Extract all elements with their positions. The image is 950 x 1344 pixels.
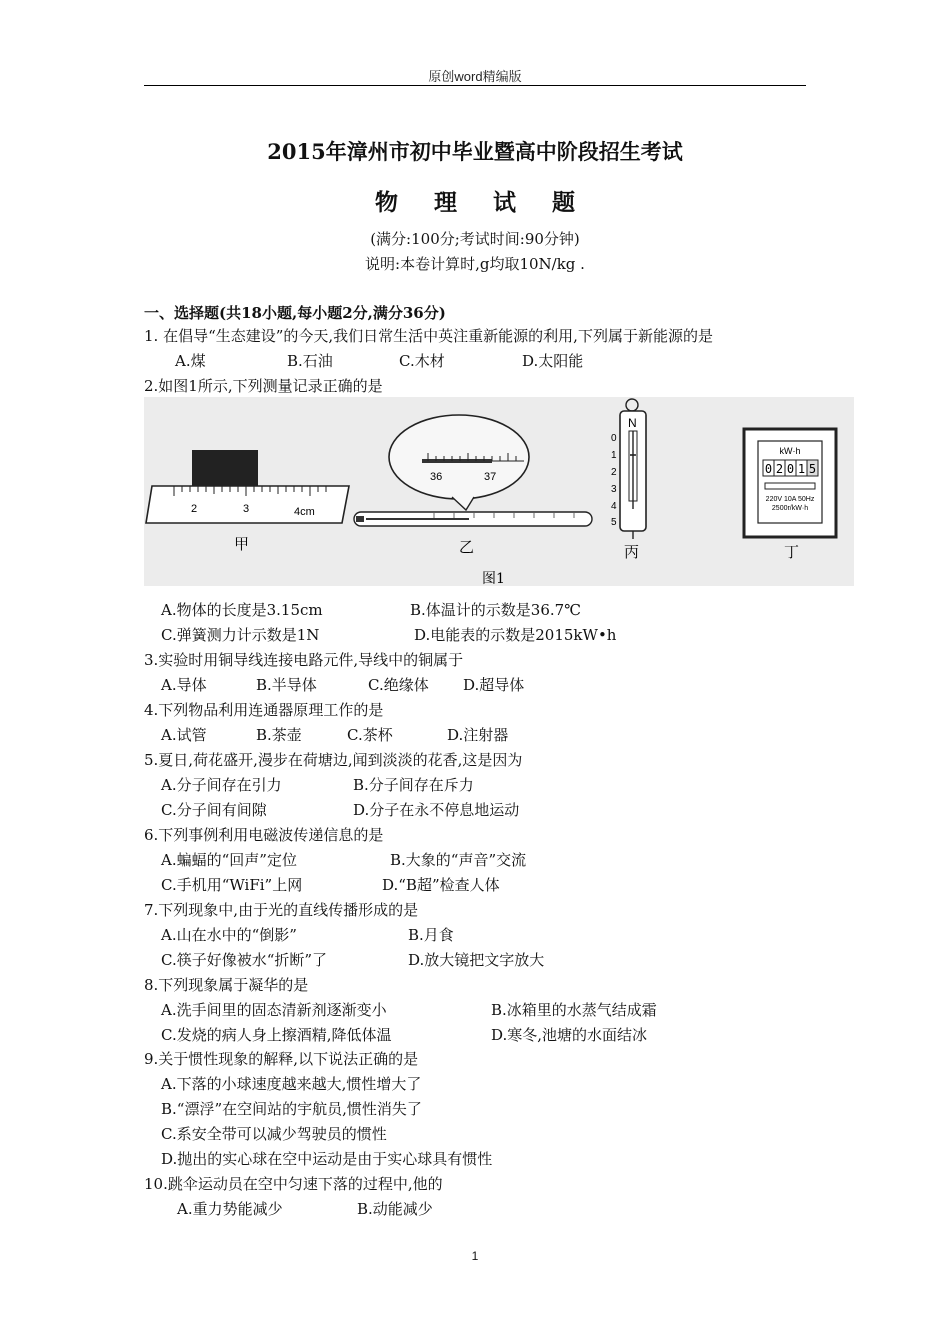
question-stem: 2.如图1所示,下列测量记录正确的是	[144, 377, 383, 395]
question-stem: 9.关于惯性现象的解释,以下说法正确的是	[144, 1050, 419, 1068]
figure-1	[144, 397, 854, 586]
option: D.抛出的实心球在空中运动是由于实心球具有惯性	[161, 1150, 493, 1168]
option: A.蝙蝠的“回声”定位	[161, 851, 297, 869]
option: C.手机用“WiFi”上网	[161, 876, 303, 894]
figure-caption: 图1	[482, 571, 505, 586]
option: C.木材	[399, 352, 445, 370]
exam-info-score: (满分:100分;考试时间:90分钟)	[370, 230, 580, 248]
option: B.大象的“声音”交流	[390, 851, 527, 869]
option: C.系安全带可以减少驾驶员的惯性	[161, 1125, 387, 1143]
question-stem: 6.下列事例利用电磁波传递信息的是	[144, 826, 384, 844]
option: B.石油	[287, 352, 333, 370]
option: B.动能减少	[357, 1200, 433, 1218]
option: D.电能表的示数是2015kW•h	[414, 626, 617, 644]
exam-subtitle: 物 理 试 题	[374, 189, 590, 216]
option: C.绝缘体	[368, 676, 429, 694]
page-number: 1	[471, 1249, 479, 1263]
thermo-tick-label: 37	[484, 471, 497, 483]
question-stem: 5.夏日,荷花盛开,漫步在荷塘边,闻到淡淡的花香,这是因为	[144, 751, 523, 769]
option: D.分子在永不停息地运动	[353, 801, 520, 819]
question-stem: 4.下列物品利用连通器原理工作的是	[144, 701, 384, 719]
option: C.弹簧测力计示数是1N	[161, 626, 320, 644]
figure-label-yi: 乙	[459, 538, 475, 556]
option: A.山在水中的“倒影”	[161, 926, 297, 944]
option: A.下落的小球速度越来越大,惯性增大了	[161, 1075, 422, 1093]
spring-tick-label: 3	[611, 484, 617, 495]
figure-label-ding: 丁	[784, 543, 800, 561]
spring-tick-label: 0	[611, 433, 617, 444]
option: A.洗手间里的固态清新剂逐渐变小	[161, 1001, 387, 1019]
meter-unit: kW·h	[779, 446, 801, 456]
option: D.放大镜把文字放大	[408, 951, 545, 969]
exam-info-note: 说明:本卷计算时,g均取10N/kg .	[365, 255, 585, 273]
meter-digit: 5	[808, 462, 817, 476]
option: A.物体的长度是3.15cm	[161, 601, 323, 619]
option: B.月食	[408, 926, 454, 944]
question-stem: 7.下列现象中,由于光的直线传播形成的是	[144, 901, 419, 919]
spring-scale-apparatus	[611, 399, 646, 539]
option: D.“B超”检查人体	[382, 876, 500, 894]
figure-label-bing: 丙	[624, 543, 640, 561]
option: D.超导体	[463, 676, 525, 694]
header-rule	[144, 85, 806, 86]
figure-1-drawing	[144, 397, 854, 586]
meter-spec: 220V 10A 50Hz	[765, 496, 815, 503]
option: B.体温计的示数是36.7℃	[410, 601, 581, 619]
option: C.分子间有间隙	[161, 801, 267, 819]
page-header: 原创word精编版	[428, 69, 522, 84]
ruler-tick-label: 3	[243, 503, 250, 515]
option: A.导体	[161, 676, 207, 694]
option: C.筷子好像被水“折断”了	[161, 951, 328, 969]
spring-tick-label: 5	[611, 517, 617, 528]
spring-unit: N	[628, 416, 637, 430]
ruler-tick-label: 4cm	[294, 506, 315, 518]
thermo-tick-label: 36	[430, 471, 443, 483]
meter-spec: 2500r/kW·h	[771, 505, 809, 512]
spring-tick-label: 1	[611, 450, 617, 461]
option: A.重力势能减少	[177, 1200, 283, 1218]
option: D.注射器	[447, 726, 509, 744]
figure-label-jia: 甲	[234, 535, 250, 553]
option: B.茶壶	[256, 726, 302, 744]
energy-meter-apparatus	[744, 429, 836, 537]
spring-tick-label: 2	[611, 467, 617, 478]
option: A.分子间存在引力	[161, 776, 282, 794]
option: B.半导体	[256, 676, 317, 694]
option: C.茶杯	[347, 726, 393, 744]
option: B.“漂浮”在空间站的宇航员,惯性消失了	[161, 1100, 422, 1118]
option: B.冰箱里的水蒸气结成霜	[491, 1001, 657, 1019]
question-stem: 10.跳伞运动员在空中匀速下落的过程中,他的	[144, 1175, 443, 1193]
question-stem: 3.实验时用铜导线连接电路元件,导线中的铜属于	[144, 651, 464, 669]
thermometer-apparatus	[354, 415, 592, 526]
section-heading: 一、选择题(共18小题,每小题2分,满分36分)	[144, 304, 446, 322]
option: B.分子间存在斥力	[353, 776, 474, 794]
option: D.寒冬,池塘的水面结冰	[491, 1026, 648, 1044]
meter-digit: 0	[786, 462, 795, 476]
spring-tick-label: 4	[611, 501, 617, 512]
meter-digit: 1	[797, 462, 806, 476]
meter-digit: 2	[775, 462, 784, 476]
question-stem: 8.下列现象属于凝华的是	[144, 976, 309, 994]
option: C.发烧的病人身上擦酒精,降低体温	[161, 1026, 392, 1044]
ruler-apparatus	[146, 450, 349, 523]
option: D.太阳能	[522, 352, 584, 370]
ruler-tick-label: 2	[191, 503, 198, 515]
option: A.煤	[175, 352, 206, 370]
question-stem: 1. 在倡导“生态建设”的今天,我们日常生活中英注重新能源的利用,下列属于新能源的是	[144, 327, 713, 345]
meter-digit: 0	[764, 462, 773, 476]
option: A.试管	[161, 726, 207, 744]
exam-title: 2015年漳州市初中毕业暨高中阶段招生考试	[267, 139, 683, 164]
